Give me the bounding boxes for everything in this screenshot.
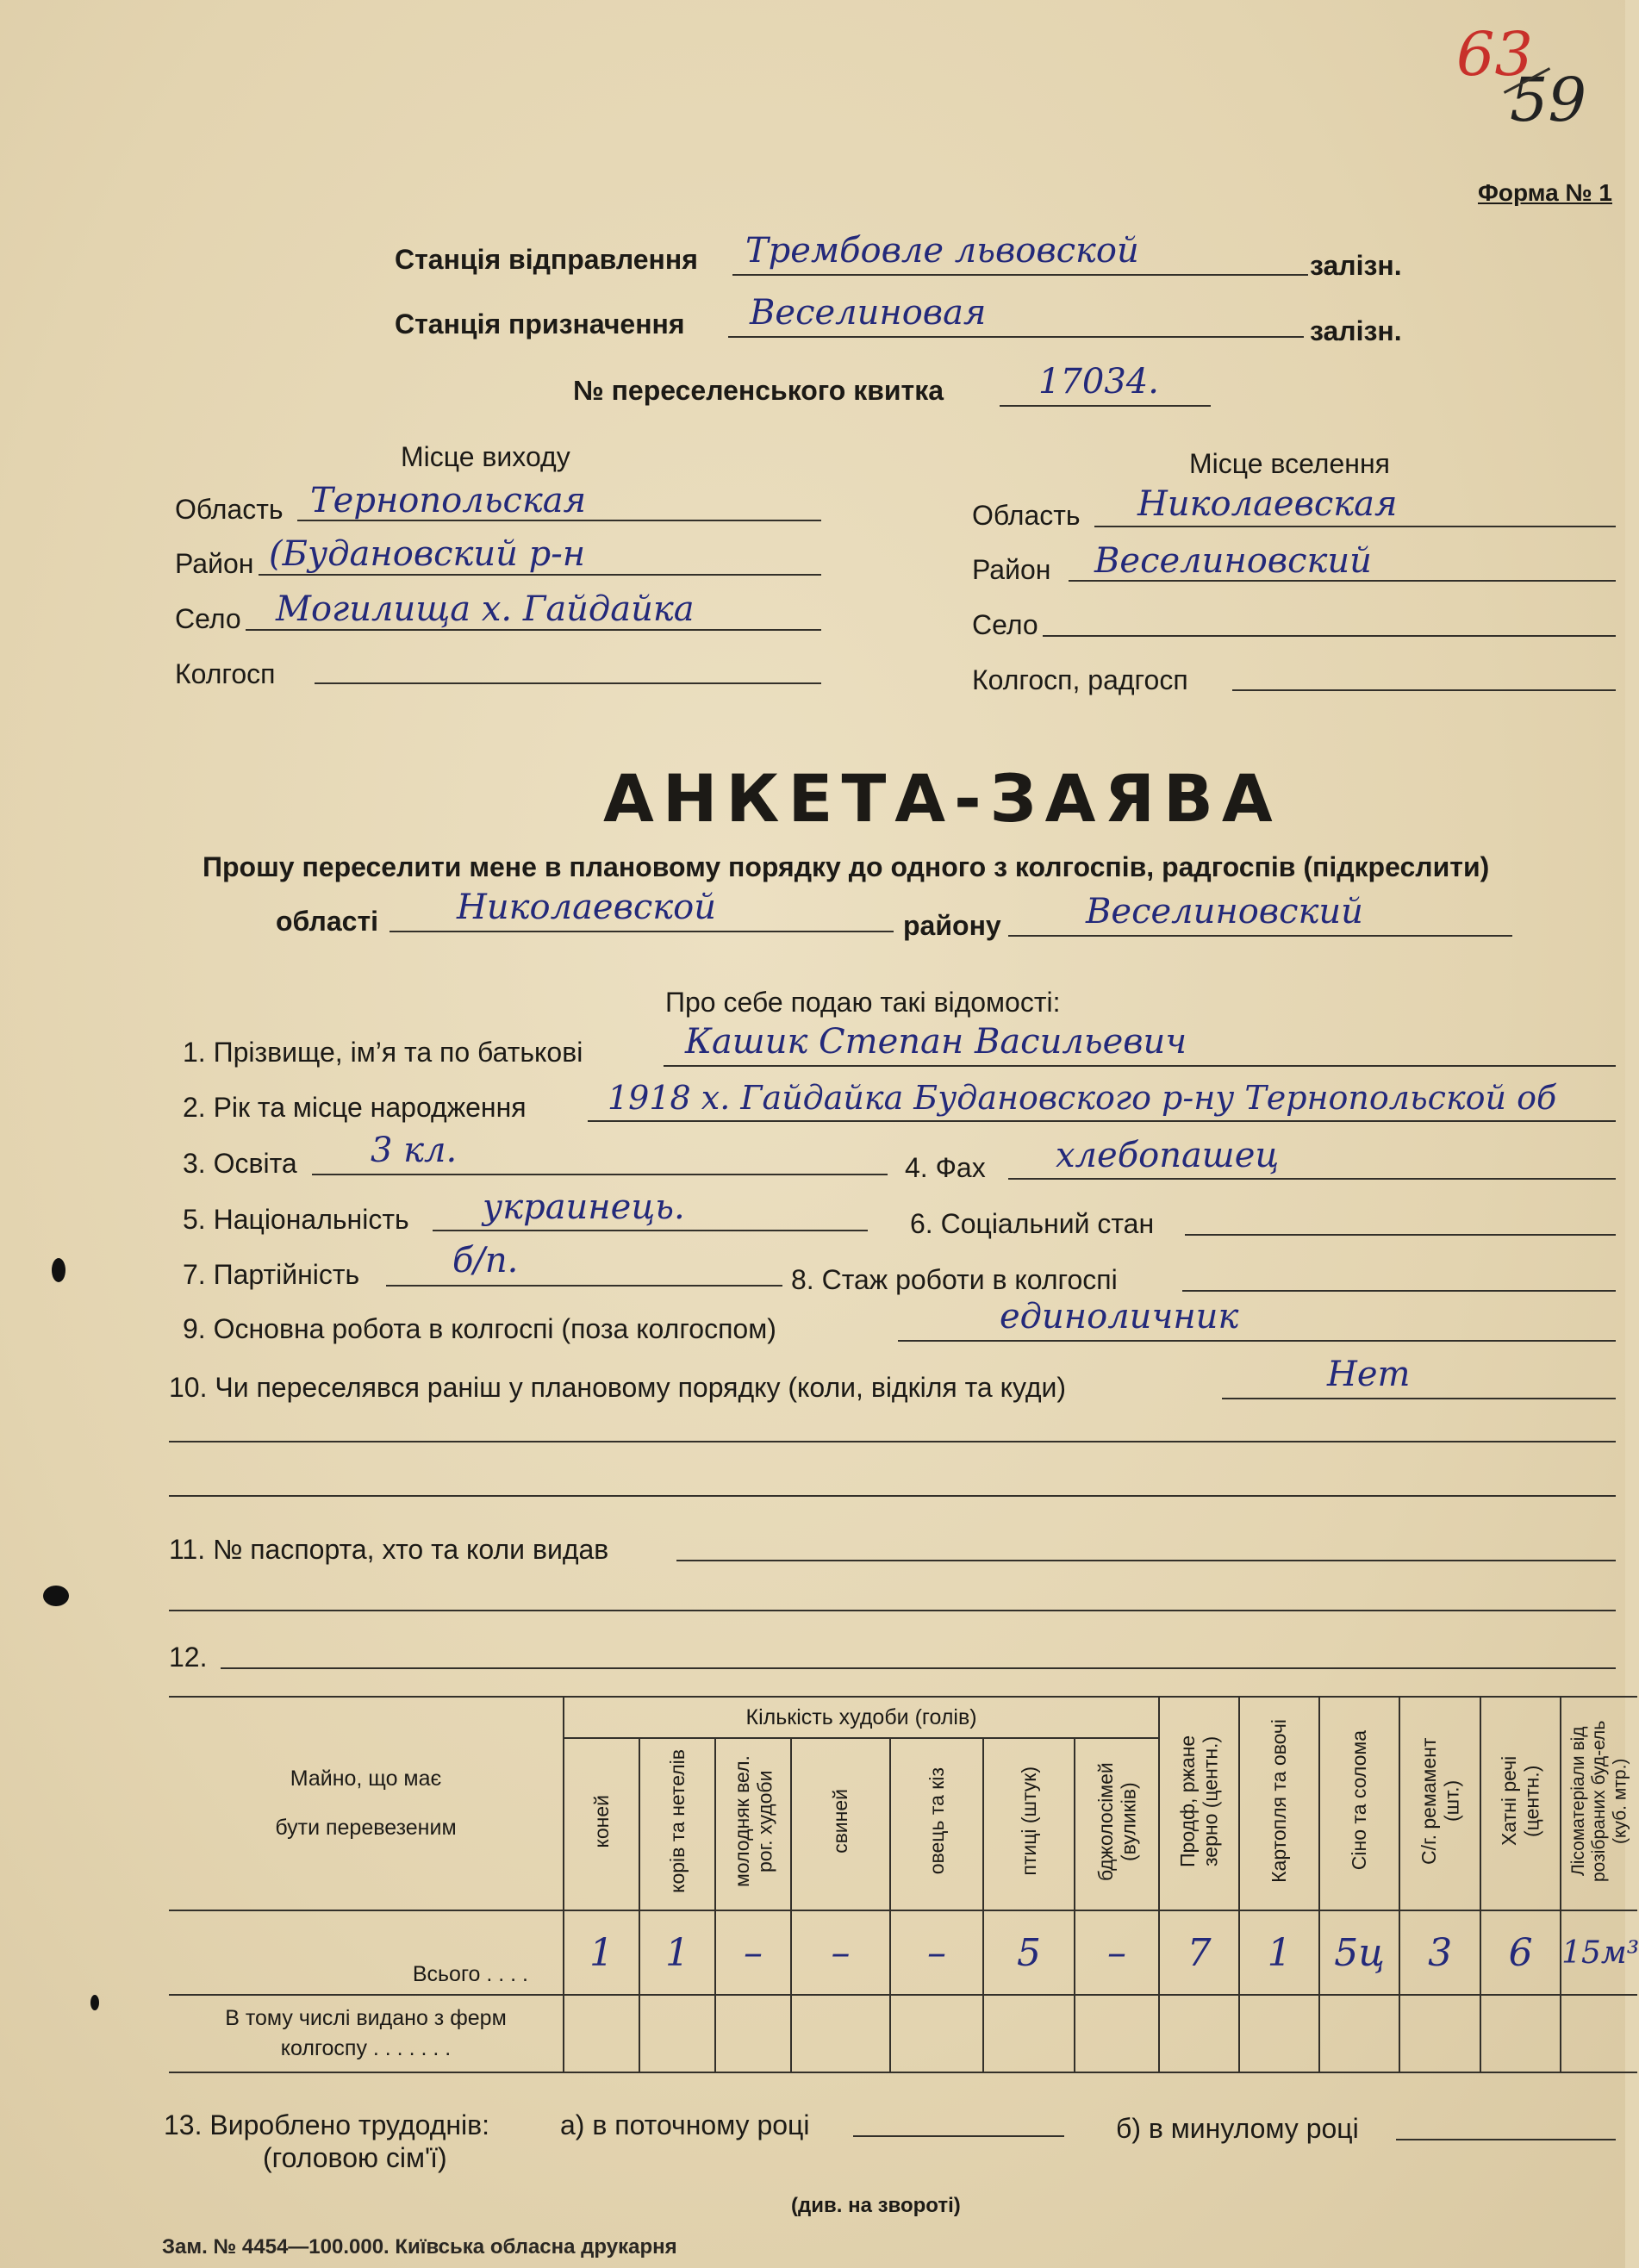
origin-raion-label: Район bbox=[175, 548, 254, 579]
form-number: Форма № 1 bbox=[1478, 179, 1612, 206]
col-label-household: Хатні речі (центн.) bbox=[1498, 1755, 1543, 1846]
printer-imprint: Зам. № 4454—100.000. Київська обласна друкарня bbox=[162, 2235, 677, 2259]
col-label-bees: бджолосімей (вуликів) bbox=[1094, 1761, 1140, 1881]
q4-value: хлебопашец bbox=[1056, 1136, 1280, 1175]
destination-oblast-line bbox=[1094, 526, 1616, 527]
destination-raion-line bbox=[1069, 580, 1616, 582]
q11-label: 11. № паспорта, хто та коли видав bbox=[169, 1534, 609, 1565]
table-row-farm bbox=[169, 1995, 1637, 2072]
ticket-value: 17034. bbox=[1038, 362, 1159, 402]
col-header-cows bbox=[639, 1738, 715, 1910]
total-cows: 1 bbox=[639, 1910, 715, 1995]
col-label-hay: Сіно та солома bbox=[1348, 1730, 1371, 1871]
destination-kolhosp-label: Колгосп, радгосп bbox=[972, 664, 1188, 695]
col-label-inventory: С/г. ремамент (шт.) bbox=[1417, 1736, 1463, 1865]
binding-hole-mark-2 bbox=[43, 1586, 69, 1606]
origin-kolhosp-label: Колгосп bbox=[175, 658, 276, 689]
col-label-sheep: овець та кіз bbox=[925, 1767, 948, 1875]
q5-line bbox=[433, 1230, 868, 1231]
q11-extra-line bbox=[169, 1610, 1616, 1611]
origin-selo-line bbox=[246, 629, 821, 631]
q7-label: 7. Партійність bbox=[183, 1259, 360, 1290]
col-header-potatoes bbox=[1239, 1697, 1319, 1910]
col-header-sheep bbox=[890, 1738, 983, 1910]
farm-pigs bbox=[791, 1995, 890, 2072]
q13-label: 13. Вироблено трудоднів: bbox=[164, 2109, 490, 2140]
q9-line bbox=[898, 1340, 1616, 1342]
col-header-young-cattle bbox=[715, 1738, 791, 1910]
col-label-timber: Лісоматеріали від розібраних буд-ель (куб. мтр.) bbox=[1567, 1719, 1630, 1882]
col-label-grain: Продф, ржане зерно (центн.) bbox=[1176, 1734, 1222, 1867]
form-title: АНКЕТА-ЗАЯВА bbox=[603, 760, 1281, 837]
destination-selo-line bbox=[1043, 635, 1616, 637]
q7-line bbox=[386, 1285, 782, 1287]
q2-value: 1918 х. Гайдайка Будановского р-ну Тернопольской об bbox=[608, 1079, 1557, 1117]
q7-value: б/п. bbox=[452, 1241, 519, 1280]
total-inventory: 3 bbox=[1399, 1910, 1480, 1995]
q10-extra-line-1 bbox=[169, 1441, 1616, 1442]
departure-station-label: Станція відправлення bbox=[395, 244, 698, 275]
col-label-young-cattle: молодняк вел. рог. худоби bbox=[730, 1755, 776, 1887]
total-household: 6 bbox=[1480, 1910, 1561, 1995]
q9-label: 9. Основна робота в колгоспі (поза колгоспом) bbox=[183, 1313, 776, 1344]
request-raion-line bbox=[1008, 935, 1512, 937]
q12-line bbox=[221, 1667, 1616, 1669]
col-label-cows: корів та нетелів bbox=[665, 1749, 689, 1893]
q3-value: 3 кл. bbox=[371, 1131, 458, 1170]
archive-sheet-number-new: 63 bbox=[1456, 19, 1534, 90]
farm-sheep bbox=[890, 1995, 983, 2072]
q2-label: 2. Рік та місце народження bbox=[183, 1092, 527, 1123]
total-timber: 15м³ bbox=[1561, 1910, 1637, 1995]
binding-hole-mark bbox=[52, 1258, 65, 1282]
q3-line bbox=[312, 1174, 888, 1175]
table-row-total bbox=[169, 1910, 1637, 1995]
origin-heading: Місце виходу bbox=[401, 441, 570, 472]
col-header-horses bbox=[564, 1738, 639, 1910]
farm-inventory bbox=[1399, 1995, 1480, 2072]
q5-label: 5. Національність bbox=[183, 1204, 409, 1235]
info-heading: Про себе подаю такі відомості: bbox=[665, 987, 1061, 1018]
q6-line bbox=[1185, 1234, 1616, 1236]
q10-label: 10. Чи переселявся раніш у плановому порядку (коли, відкіля та куди) bbox=[169, 1372, 1067, 1403]
destination-station-suffix: залізн. bbox=[1310, 315, 1402, 346]
q3-label: 3. Освіта bbox=[183, 1148, 297, 1179]
request-oblast-label: області bbox=[276, 906, 378, 937]
property-table bbox=[169, 1696, 1637, 2073]
total-hay: 5ц bbox=[1319, 1910, 1399, 1995]
farm-potatoes bbox=[1239, 1995, 1319, 2072]
request-text: Прошу переселити мене в плановому порядку до одного з колгоспів, радгоспів (підкреслити) bbox=[203, 851, 1490, 882]
farm-hay bbox=[1319, 1995, 1399, 2072]
q8-line bbox=[1182, 1290, 1616, 1292]
destination-raion-value: Веселиновский bbox=[1094, 541, 1372, 581]
col-header-household bbox=[1480, 1697, 1561, 1910]
origin-kolhosp-line bbox=[315, 682, 821, 684]
farm-grain bbox=[1159, 1995, 1239, 2072]
q11-line bbox=[676, 1560, 1616, 1561]
q6-label: 6. Соціальний стан bbox=[910, 1208, 1155, 1239]
farm-timber bbox=[1561, 1995, 1637, 2072]
q10-line bbox=[1222, 1398, 1616, 1399]
total-potatoes: 1 bbox=[1239, 1910, 1319, 1995]
row-total-label: Всього . . . . bbox=[169, 1910, 564, 1995]
destination-selo-label: Село bbox=[972, 609, 1038, 640]
total-pigs: – bbox=[791, 1910, 890, 1995]
row-header-cell bbox=[169, 1697, 564, 1910]
q1-line bbox=[664, 1065, 1616, 1067]
col-header-pigs bbox=[791, 1738, 890, 1910]
row-header: Майно, що має бути перевезеним bbox=[275, 1766, 457, 1840]
row-farm-label: В тому числі видано з ферм колгоспу . . . . . . . bbox=[169, 1995, 564, 2072]
farm-household bbox=[1480, 1995, 1561, 2072]
q9-value: единоличник bbox=[1000, 1297, 1239, 1336]
destination-heading: Місце вселення bbox=[1189, 448, 1390, 479]
total-sheep: – bbox=[890, 1910, 983, 1995]
livestock-group-header: Кількість худоби (голів) bbox=[564, 1697, 1159, 1738]
farm-poultry bbox=[983, 1995, 1075, 2072]
departure-station-value: Трембовле львовской bbox=[745, 231, 1139, 271]
destination-station-label: Станція призначення bbox=[395, 308, 685, 340]
q13-current-year-label: а) в поточному році bbox=[560, 2109, 810, 2140]
col-header-bees bbox=[1075, 1738, 1159, 1910]
q2-line bbox=[588, 1120, 1616, 1122]
col-label-pigs: свиней bbox=[829, 1789, 852, 1854]
binding-hole-mark-3 bbox=[90, 1995, 99, 2010]
col-header-hay bbox=[1319, 1697, 1399, 1910]
col-header-timber bbox=[1561, 1697, 1637, 1910]
ticket-label: № переселенського квитка bbox=[573, 375, 944, 406]
total-young-cattle: – bbox=[715, 1910, 791, 1995]
farm-cows bbox=[639, 1995, 715, 2072]
total-horses: 1 bbox=[564, 1910, 639, 1995]
origin-selo-value: Могилища х. Гайдайка bbox=[276, 589, 695, 629]
origin-selo-label: Село bbox=[175, 603, 241, 634]
total-bees: – bbox=[1075, 1910, 1159, 1995]
q8-label: 8. Стаж роботи в колгоспі bbox=[791, 1264, 1118, 1295]
departure-station-line bbox=[732, 274, 1308, 276]
q4-line bbox=[1008, 1178, 1616, 1180]
origin-raion-line bbox=[259, 574, 821, 576]
q13-last-year-label: б) в минулому році bbox=[1116, 2113, 1359, 2144]
request-raion-value: Веселиновский bbox=[1086, 892, 1363, 932]
destination-station-line bbox=[728, 336, 1304, 338]
origin-raion-value: (Будановский р-н bbox=[269, 534, 586, 574]
request-raion-label: району bbox=[903, 910, 1001, 941]
total-grain: 7 bbox=[1159, 1910, 1239, 1995]
origin-oblast-label: Область bbox=[175, 494, 284, 525]
col-header-grain bbox=[1159, 1697, 1239, 1910]
col-label-poultry: птиці (штук) bbox=[1017, 1766, 1040, 1876]
q13-current-year-line bbox=[853, 2135, 1064, 2137]
q12-label: 12. bbox=[169, 1642, 208, 1673]
q1-value: Кашик Степан Васильевич bbox=[685, 1022, 1187, 1062]
col-header-poultry bbox=[983, 1738, 1075, 1910]
col-label-potatoes: Картопля та овочі bbox=[1268, 1718, 1291, 1883]
see-reverse-note: (див. на звороті) bbox=[791, 2194, 961, 2217]
q13-last-year-line bbox=[1396, 2139, 1616, 2140]
destination-raion-label: Район bbox=[972, 554, 1051, 585]
destination-kolhosp-line bbox=[1232, 689, 1616, 691]
q13-sublabel: (головою сім'ї) bbox=[263, 2142, 447, 2173]
origin-oblast-line bbox=[297, 520, 821, 521]
destination-oblast-label: Область bbox=[972, 500, 1081, 531]
q10-extra-line-2 bbox=[169, 1495, 1616, 1497]
departure-station-suffix: залізн. bbox=[1310, 250, 1402, 281]
archive-sheet-number-old: 59 bbox=[1510, 65, 1587, 135]
farm-bees bbox=[1075, 1995, 1159, 2072]
origin-oblast-value: Тернопольская bbox=[310, 481, 587, 520]
q1-label: 1. Прізвище, ім’я та по батькові bbox=[183, 1037, 583, 1068]
col-label-horses: коней bbox=[589, 1794, 613, 1848]
total-poultry: 5 bbox=[983, 1910, 1075, 1995]
ticket-line bbox=[1000, 405, 1211, 407]
request-oblast-line bbox=[389, 931, 894, 932]
col-header-inventory bbox=[1399, 1697, 1480, 1910]
q10-value: Нет bbox=[1327, 1355, 1411, 1394]
q5-value: украинець. bbox=[483, 1187, 685, 1227]
farm-horses bbox=[564, 1995, 639, 2072]
farm-young-cattle bbox=[715, 1995, 791, 2072]
destination-station-value: Веселиновая bbox=[750, 293, 987, 333]
q4-label: 4. Фах bbox=[905, 1152, 986, 1183]
destination-oblast-value: Николаевская bbox=[1137, 484, 1398, 524]
request-oblast-value: Николаевской bbox=[457, 888, 717, 927]
